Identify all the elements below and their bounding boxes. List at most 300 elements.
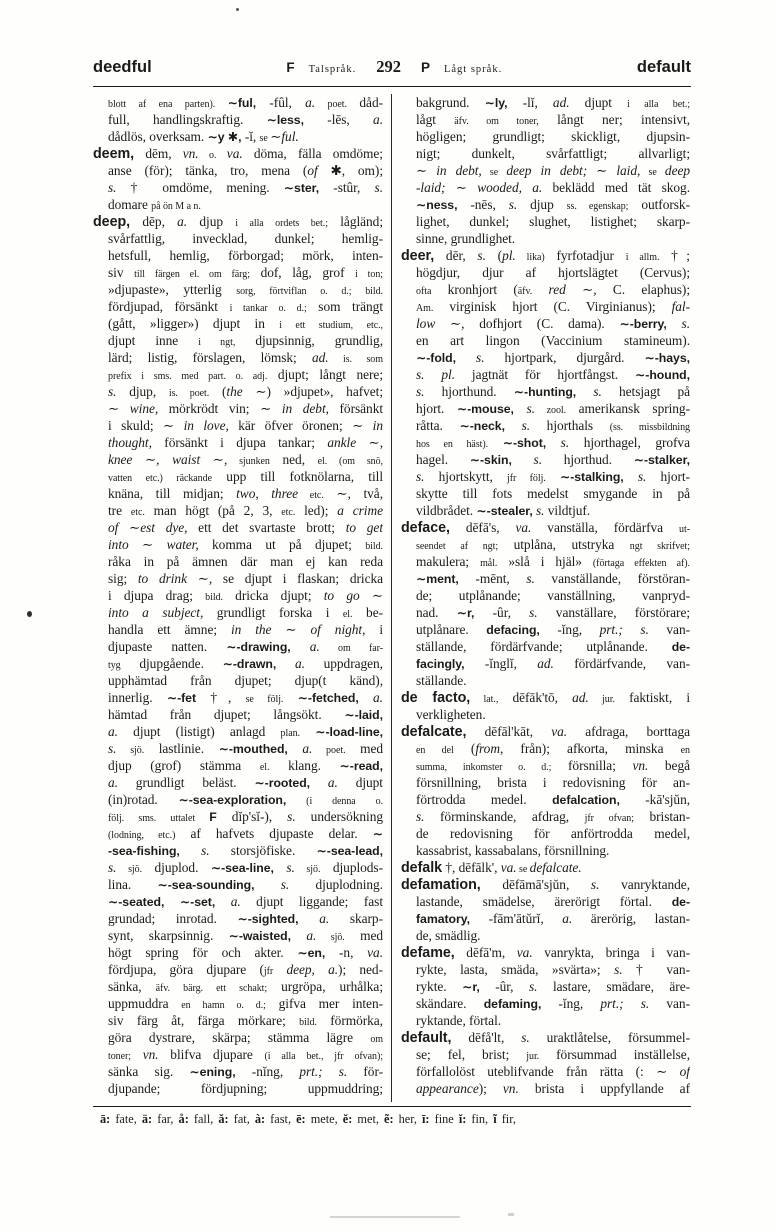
text-segment: ut-: [679, 524, 690, 535]
text-segment: sjunken: [227, 456, 270, 467]
text-segment: ∼-stealer,: [476, 504, 533, 518]
text-line: [401, 349, 690, 366]
text-line: [401, 213, 690, 230]
text-segment: ē:: [296, 1112, 306, 1126]
text-segment: fördjupa, göra djupare (: [108, 962, 264, 977]
text-line: [401, 553, 690, 570]
text-segment: poet.: [312, 745, 346, 756]
text-segment: verkligheten.: [416, 707, 486, 722]
text-segment: deface,: [401, 520, 450, 536]
text-segment: [576, 384, 593, 399]
text-segment: ∼) »djupet», hafvet;: [242, 384, 383, 399]
text-line: [401, 1080, 690, 1097]
text-segment: facingly,: [416, 657, 465, 671]
text-segment: va.: [226, 146, 243, 161]
text-segment: ∼-fetched,: [297, 691, 359, 705]
text-segment: rykte, lasta, smäda, »svärta»;: [416, 962, 615, 977]
text-segment: urgröpa, urhålka;: [267, 979, 383, 994]
text-segment: s.: [526, 401, 535, 416]
text-line: [401, 876, 690, 893]
header-center: [152, 57, 637, 77]
text-segment: s.: [533, 452, 543, 467]
text-segment: äfv. bärg. ett schakt;: [155, 983, 268, 994]
text-segment: djupt liggande; fast: [240, 894, 383, 909]
pronunciation-key: [93, 1112, 691, 1127]
text-line: [93, 451, 383, 468]
text-segment: el. (om snö,: [317, 456, 383, 467]
text-segment: knee ∼, waist ∼,: [108, 452, 228, 467]
text-segment: va.: [515, 520, 532, 535]
text-segment: dofhjort (C. dama).: [464, 316, 620, 331]
text-segment: försänkt: [328, 401, 383, 416]
text-segment: -lēs,: [303, 112, 374, 127]
text-segment: s.: [508, 197, 518, 212]
text-segment: [310, 775, 328, 790]
text-segment: hjort.: [416, 401, 457, 416]
text-segment: se: [259, 133, 271, 144]
text-segment: i alla bet.;: [627, 99, 690, 110]
text-segment: virginisk hjort (C. Virginianus);: [433, 299, 672, 314]
text-line: [93, 519, 383, 536]
text-segment: default,: [401, 1030, 452, 1046]
text-segment: met,: [352, 1112, 385, 1126]
text-segment: s.: [374, 180, 383, 195]
text-segment: sänka sig.: [108, 1064, 190, 1079]
text-line: [401, 893, 690, 910]
text-segment: tyg: [108, 660, 121, 671]
text-segment: -ĭnglĭ,: [464, 656, 538, 671]
text-line: [93, 553, 383, 570]
text-segment: [624, 469, 638, 484]
text-line: [401, 196, 690, 213]
text-segment: -ûr,: [474, 605, 530, 620]
text-segment: undersökning: [295, 809, 383, 824]
text-segment: högt spring för och akter.: [108, 945, 298, 960]
text-segment: );: [478, 1081, 503, 1096]
text-segment: [546, 435, 561, 450]
text-line: [401, 927, 690, 944]
text-segment: [359, 690, 373, 705]
text-segment: to go ∼: [323, 588, 383, 603]
text-segment: [512, 452, 534, 467]
text-line: [401, 162, 690, 179]
text-line: [401, 1046, 690, 1063]
text-segment: lastlinie.: [144, 741, 219, 756]
text-segment: ∼-sea-sounding,: [157, 878, 255, 892]
text-segment: of ∼est dye,: [108, 520, 188, 535]
text-line: [401, 791, 690, 808]
text-segment: dēfā's,: [449, 520, 516, 535]
text-segment: a.: [305, 95, 316, 110]
text-segment: jur.: [526, 1051, 540, 1062]
text-segment: full, handlingskraftig.: [108, 112, 267, 127]
text-segment: defame,: [401, 945, 455, 961]
text-segment: a.: [108, 724, 118, 739]
text-segment: ∼r,: [456, 606, 475, 620]
text-segment: uppmuddra: [108, 996, 182, 1011]
text-segment: a.: [306, 928, 317, 943]
text-line: [401, 689, 690, 706]
text-line: [93, 94, 383, 111]
text-segment: »slå i hjäl»: [497, 554, 593, 569]
text-line: [401, 910, 690, 927]
text-segment: utplåna, utstryka: [498, 537, 630, 552]
text-segment: tre: [108, 503, 131, 518]
text-line: [93, 570, 383, 587]
text-segment: se; fel, brist;: [416, 1047, 527, 1062]
text-segment: thought,: [108, 435, 152, 450]
text-line: [401, 264, 690, 281]
text-line: [93, 910, 383, 927]
text-segment: ī:: [422, 1112, 430, 1126]
text-segment: ∼-read,: [339, 759, 383, 773]
text-segment: into ∼ water,: [108, 537, 199, 552]
text-segment: el.: [259, 762, 270, 773]
text-segment: i ngt,: [198, 337, 236, 348]
text-segment: ankle ∼,: [327, 435, 383, 450]
text-segment: etc.: [298, 490, 324, 501]
text-segment: a crime: [337, 503, 383, 518]
text-segment: vn.: [632, 758, 649, 773]
text-segment: de-: [671, 895, 690, 909]
text-segment: amerikansk spring-: [566, 401, 690, 416]
text-segment: försänkt i djupa tankar;: [151, 435, 328, 450]
text-segment: skarp-: [329, 911, 383, 926]
text-segment: siv färg åt, färga mörkare;: [108, 1013, 300, 1028]
text-segment: fat,: [228, 1112, 255, 1126]
text-segment: s.: [614, 962, 623, 977]
text-segment: ∼ in: [352, 418, 383, 433]
text-line: [93, 808, 383, 825]
text-line: [401, 825, 690, 842]
text-segment: etc.: [130, 507, 145, 518]
text-segment: s.: [681, 316, 690, 331]
text-segment: of: [307, 163, 318, 178]
text-segment: se: [640, 167, 665, 178]
text-line: [401, 451, 690, 468]
text-line: [93, 604, 383, 621]
text-segment: hjorthagel, grofva: [569, 435, 690, 450]
header-rule: [93, 86, 691, 87]
text-segment: ärerörig, lastan-: [572, 911, 690, 926]
text-segment: en del: [416, 745, 454, 756]
text-segment: för-: [347, 1064, 383, 1079]
text-line: [93, 434, 383, 451]
text-segment: ∼-drawn,: [222, 657, 277, 671]
scan-smudge: [508, 1213, 514, 1216]
text-segment: en hamn o. d.;: [181, 1000, 266, 1011]
text-line: [93, 706, 383, 723]
text-segment: va.: [367, 945, 383, 960]
text-segment: ∼ly,: [484, 96, 508, 110]
page-content: [93, 57, 691, 1127]
text-segment: -ĭng,: [539, 622, 600, 637]
text-segment: vn.: [182, 146, 199, 161]
text-segment: gifva mer inten-: [265, 996, 383, 1011]
text-segment: å:: [178, 1112, 189, 1126]
text-segment: s.: [416, 809, 425, 824]
text-segment: i skuld;: [108, 418, 163, 433]
text-segment: jur.: [588, 694, 615, 705]
text-segment: innerlig.: [108, 690, 167, 705]
text-line: [401, 298, 690, 315]
text-segment: ẽ:: [384, 1112, 394, 1126]
text-segment: -sea-fishing,: [108, 844, 180, 858]
text-segment: dēfā'm,: [454, 945, 517, 960]
text-segment: vn.: [502, 1081, 519, 1096]
text-segment: i allm.: [625, 252, 660, 263]
text-segment: va.: [551, 724, 568, 739]
text-segment: ∼ wine,: [108, 401, 159, 416]
text-segment: -laid; ∼ wooded,: [416, 180, 522, 195]
text-segment: från); afkorta, minska: [503, 741, 681, 756]
text-line: [93, 1063, 383, 1080]
text-segment: rykte.: [416, 979, 463, 994]
text-segment: lågländ;: [327, 214, 383, 229]
text-line: [93, 978, 383, 995]
text-segment: dåd-: [359, 95, 383, 110]
text-segment: ∼-shot,: [502, 436, 547, 450]
text-line: [401, 332, 690, 349]
text-segment: se djupt i flaskan; dricka: [212, 571, 383, 586]
text-segment: F: [209, 810, 217, 824]
text-segment: lat.,: [470, 694, 499, 705]
text-segment: the: [226, 384, 243, 399]
text-segment: -ĭng,: [541, 996, 601, 1011]
text-segment: äfv. om toner,: [454, 116, 539, 127]
text-segment: ∼ of: [656, 1064, 690, 1079]
text-segment: ad.: [537, 656, 554, 671]
text-segment: summa, inkomster o. d.;: [416, 762, 552, 773]
text-segment: högligen; grundligt; skickligt, djupsin-: [416, 129, 690, 144]
text-segment: s.: [108, 180, 117, 195]
text-segment: [254, 877, 280, 892]
text-segment: blott af ena parten).: [108, 99, 228, 110]
text-line: [401, 740, 690, 757]
text-line: [93, 791, 383, 808]
text-line: [93, 196, 383, 213]
text-segment: van-: [648, 622, 690, 637]
text-segment: djupt (listigt) anlagd: [117, 724, 281, 739]
text-segment: ∼-waisted,: [228, 929, 291, 943]
text-line: [401, 995, 690, 1012]
text-segment: s.: [476, 350, 485, 365]
text-segment: a.: [562, 911, 573, 926]
text-segment: klang.: [269, 758, 340, 773]
text-line: [401, 587, 690, 604]
text-segment: följ. sms. uttalet: [108, 813, 210, 824]
text-segment: (förtaga effekten af).: [592, 558, 690, 569]
text-line: [93, 502, 383, 519]
text-segment: ∼-seated, ∼-set,: [108, 895, 216, 909]
text-line: [401, 366, 690, 383]
usage-abbrev-f: F: [286, 60, 295, 75]
text-segment: fate,: [110, 1112, 142, 1126]
text-segment: makulera;: [416, 554, 481, 569]
text-segment: two, three: [236, 486, 299, 501]
text-segment: [288, 741, 303, 756]
text-segment: ∼ in debt,: [260, 401, 329, 416]
text-line: [401, 706, 690, 723]
text-segment: i djupa drag;: [108, 588, 206, 603]
text-segment: till färgen el. om färg;: [134, 269, 250, 280]
text-segment: -n,: [325, 945, 368, 960]
text-segment: de facto,: [401, 690, 471, 706]
column-left: [93, 94, 383, 1097]
text-line: [401, 961, 690, 978]
text-line: [401, 1063, 690, 1080]
text-segment: defamation,: [401, 877, 481, 893]
text-segment: [514, 401, 527, 416]
text-segment: ad.: [572, 690, 589, 705]
text-segment: med: [345, 741, 383, 756]
text-segment: s.: [521, 1030, 530, 1045]
text-line: [93, 774, 383, 791]
text-segment: ställande.: [416, 673, 467, 688]
text-segment: defalcate.: [529, 860, 582, 875]
text-segment: hjort-: [646, 469, 690, 484]
text-segment: s.: [416, 384, 425, 399]
text-segment: faktiskt, i: [614, 690, 690, 705]
text-segment: försnillning, brista i redovisning för an-: [416, 775, 690, 790]
text-segment: lina.: [108, 877, 158, 892]
text-segment: beklädd med tät skog.: [542, 180, 690, 195]
text-segment: äfv.: [517, 286, 533, 297]
text-line: [93, 825, 383, 842]
text-segment: -kā'sjŭn,: [619, 792, 690, 807]
text-segment: domare: [108, 197, 152, 212]
text-segment: djupande; fördjupning; uppmuddring;: [108, 1081, 383, 1096]
text-segment: djup: [187, 214, 236, 229]
text-segment: [546, 469, 560, 484]
text-segment: -fûl,: [256, 95, 306, 110]
text-segment: högdjur, djur af hjortslägtet (Cervus);: [416, 265, 690, 280]
text-segment: (lodning, etc.): [108, 830, 176, 841]
text-segment: red ∼,: [548, 282, 597, 297]
text-segment: ∼less,: [266, 113, 304, 127]
text-segment: hjortpark, djurgård.: [484, 350, 645, 365]
text-segment: [532, 282, 548, 297]
text-segment: dēm,: [134, 146, 183, 161]
text-segment: dådlös, overksam.: [108, 129, 208, 144]
text-line: [93, 723, 383, 740]
text-segment: man högt (på 2, 3,: [144, 503, 282, 518]
text-segment: [299, 911, 320, 926]
text-segment: s.: [560, 435, 570, 450]
text-segment: ∼-stalking,: [559, 470, 624, 484]
text-segment: s.: [477, 248, 486, 263]
text-segment: prt.; s.: [600, 996, 650, 1011]
text-segment: ∼-fold,: [416, 351, 456, 365]
text-line: [401, 774, 690, 791]
text-line: [93, 944, 383, 961]
text-line: [401, 247, 690, 264]
text-segment: †, dēfālk',: [442, 860, 501, 875]
text-segment: s.: [108, 741, 117, 756]
text-segment: ∼-hunting,: [513, 385, 577, 399]
text-segment: blifva djupare: [158, 1047, 265, 1062]
text-segment: fördärfvande, van-: [553, 656, 690, 671]
text-segment: lika): [515, 252, 545, 263]
text-segment: ett det svartaste brott;: [187, 520, 346, 535]
text-line: [93, 264, 383, 281]
text-segment: dricka djupt;: [222, 588, 324, 603]
text-segment: ∼ in debt,: [416, 163, 482, 178]
text-segment: ∼-hays,: [644, 351, 690, 365]
text-segment: [505, 418, 522, 433]
text-segment: s.: [536, 503, 545, 518]
text-line: [401, 621, 690, 638]
text-segment: grundligt beläst.: [117, 775, 255, 790]
text-line: [93, 417, 383, 434]
text-segment: kassabrist, kassabalans, försnillning.: [416, 843, 610, 858]
text-segment: lastare, smädare, äre-: [537, 979, 690, 994]
text-line: [93, 468, 383, 485]
text-segment: seendet af ngt;: [416, 541, 499, 552]
text-segment: C. elaphus);: [596, 282, 690, 297]
text-segment: hjortskytt,: [424, 469, 507, 484]
text-segment: fir,: [496, 1112, 516, 1126]
text-segment: -ûr,: [479, 979, 529, 994]
text-segment: djupt: [569, 95, 628, 110]
usage-label-lagt-sprak: Lågt språk.: [443, 64, 503, 75]
text-segment: a.: [327, 775, 338, 790]
text-segment: from,: [475, 741, 504, 756]
text-segment: ad.: [552, 95, 570, 110]
text-segment: s.: [528, 979, 538, 994]
text-segment: siv: [108, 265, 135, 280]
text-segment: knäna, till midjan;: [108, 486, 237, 501]
text-line: [93, 128, 383, 145]
text-line: [93, 672, 383, 689]
text-segment: prt.; s.: [299, 1064, 348, 1079]
text-line: [401, 230, 690, 247]
text-segment: i ton;: [355, 269, 383, 280]
text-segment: defaming,: [483, 997, 542, 1011]
text-segment: ä:: [141, 1112, 153, 1126]
text-segment: ned,: [269, 452, 318, 467]
text-segment: djuplods-: [320, 860, 383, 875]
text-segment: s.: [637, 469, 647, 484]
text-segment: djuplodning.: [289, 877, 383, 892]
text-line: [93, 315, 383, 332]
text-segment: sorg, förtviflan o. d.; bild.: [236, 286, 383, 297]
text-segment: a.: [319, 911, 330, 926]
text-line: [401, 808, 690, 825]
text-segment: ställande, fördärfvande; utplånande.: [416, 639, 672, 654]
text-segment: s.: [593, 384, 602, 399]
text-segment: skytte till fots medelst smygande in på: [416, 486, 690, 501]
text-line: [93, 689, 383, 706]
text-segment: ✱, om);: [317, 163, 383, 178]
text-segment: sjö.: [116, 864, 143, 875]
text-line: [401, 723, 690, 740]
text-line: [93, 757, 383, 774]
text-segment: i: [365, 622, 383, 637]
text-segment: synt, skarpsinnig.: [108, 928, 229, 943]
text-line: [93, 927, 383, 944]
text-segment: prefix i sms. med part. o. adj.: [108, 371, 268, 382]
text-segment: à:: [254, 1112, 266, 1126]
footer-rule: [93, 1106, 691, 1107]
text-segment: [291, 928, 306, 943]
text-segment: ∼-mouse,: [456, 402, 514, 416]
text-segment: fyrfotadjur: [544, 248, 626, 263]
text-segment: dof, låg, grof: [249, 265, 356, 280]
text-segment: s. pl.: [416, 367, 455, 382]
text-segment: (in)rotad.: [108, 792, 179, 807]
text-segment: grundad; inrotad.: [108, 911, 238, 926]
